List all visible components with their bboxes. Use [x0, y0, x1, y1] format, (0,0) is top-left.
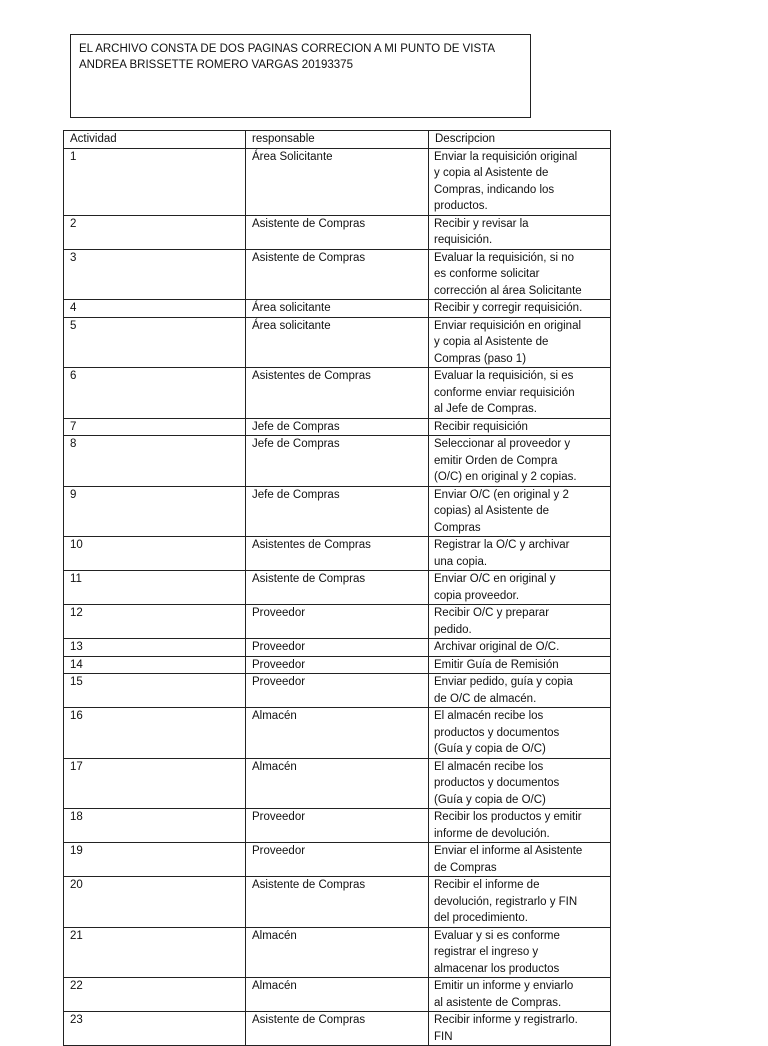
- description-cell: [429, 708, 611, 759]
- description-line: al asistente de Compras.: [434, 996, 562, 1009]
- table-row: [64, 571, 611, 605]
- table-row: [64, 537, 611, 571]
- responsible-cell: Jefe de Compras: [246, 486, 429, 537]
- table-row: [64, 978, 611, 1012]
- description-line: es conforme solicitar: [434, 268, 540, 280]
- description-line: al Jefe de Compras.: [434, 403, 537, 415]
- description-line: Recibir O/C y preparar: [434, 607, 550, 619]
- description-line: Registrar la O/C y archivar: [434, 539, 570, 551]
- activity-number-cell: 11: [64, 571, 246, 605]
- responsible-cell: Proveedor: [246, 639, 429, 657]
- activity-number-cell: 18: [64, 809, 246, 843]
- responsible-cell: Almacén: [246, 758, 429, 809]
- activity-number-cell: 16: [64, 708, 246, 759]
- description-line: (Guía y copia de O/C): [434, 793, 546, 806]
- activity-number-cell: 21: [64, 927, 246, 978]
- description-line: requisición.: [434, 234, 493, 246]
- description-line: Enviar el informe al Asistente: [434, 845, 583, 857]
- table-row: [64, 215, 611, 249]
- description-line: copia proveedor.: [434, 589, 520, 602]
- description-line: Archivar original de O/C.: [434, 641, 560, 653]
- column-header-actividad: Actividad: [64, 131, 246, 149]
- responsible-cell: Proveedor: [246, 674, 429, 708]
- description-line: productos y documentos: [434, 777, 560, 789]
- description-cell: [429, 656, 611, 674]
- description-line: Emitir un informe y enviarlo: [434, 980, 574, 992]
- description-line: y copia al Asistente de: [434, 167, 549, 179]
- description-line: corrección al área Solicitante: [434, 284, 582, 297]
- responsible-cell: Área solicitante: [246, 300, 429, 318]
- description-line: de O/C de almacén.: [434, 692, 537, 705]
- table-row: [64, 809, 611, 843]
- description-cell: [429, 1012, 611, 1046]
- description-line: devolución, registrarlo y FIN: [434, 895, 578, 908]
- responsible-cell: Asistente de Compras: [246, 215, 429, 249]
- header-note-line-2: ANDREA BRISSETTE ROMERO VARGAS 20193375: [79, 59, 353, 71]
- description-cell: [429, 368, 611, 419]
- responsible-cell: Proveedor: [246, 809, 429, 843]
- description-cell: [429, 843, 611, 877]
- header-note-box: [70, 34, 531, 118]
- description-cell: [429, 571, 611, 605]
- description-line: Seleccionar al proveedor y: [434, 438, 571, 450]
- table-row: [64, 843, 611, 877]
- responsible-cell: Área Solicitante: [246, 148, 429, 215]
- responsible-cell: Asistente de Compras: [246, 249, 429, 300]
- header-note-line-1: EL ARCHIVO CONSTA DE DOS PAGINAS CORRECION A MI PUNTO DE VISTA: [79, 43, 495, 55]
- column-header-descripcion: Descripcion: [429, 131, 611, 149]
- responsible-cell: Almacén: [246, 927, 429, 978]
- description-line: registrar el ingreso y: [434, 946, 539, 958]
- description-cell: [429, 317, 611, 368]
- activity-number-cell: 19: [64, 843, 246, 877]
- description-cell: [429, 436, 611, 487]
- description-cell: [429, 674, 611, 708]
- activity-number-cell: 1: [64, 148, 246, 215]
- description-line: Enviar la requisición original: [434, 150, 578, 163]
- description-line: Recibir informe y registrarlo.: [434, 1014, 578, 1026]
- table-row: [64, 368, 611, 419]
- table-row: [64, 758, 611, 809]
- responsible-cell: Almacén: [246, 708, 429, 759]
- activity-number-cell: 7: [64, 418, 246, 436]
- description-line: almacenar los productos: [434, 962, 560, 975]
- activity-number-cell: 8: [64, 436, 246, 487]
- description-line: El almacén recibe los: [434, 760, 544, 773]
- responsible-cell: Asistente de Compras: [246, 877, 429, 928]
- description-line: del procedimiento.: [434, 912, 528, 924]
- responsible-cell: Proveedor: [246, 843, 429, 877]
- responsible-cell: Asistentes de Compras: [246, 368, 429, 419]
- description-cell: [429, 758, 611, 809]
- description-line: Compras (paso 1): [434, 352, 527, 365]
- description-line: y copia al Asistente de: [434, 336, 549, 348]
- table-row: [64, 148, 611, 215]
- activity-number-cell: 5: [64, 317, 246, 368]
- description-line: conforme enviar requisición: [434, 386, 575, 399]
- responsible-cell: Área solicitante: [246, 317, 429, 368]
- table-row: [64, 486, 611, 537]
- description-line: Enviar pedido, guía y copia: [434, 676, 573, 688]
- activity-number-cell: 13: [64, 639, 246, 657]
- description-line: Evaluar la requisición, si es: [434, 370, 574, 382]
- description-line: Recibir y corregir requisición.: [434, 302, 583, 314]
- responsible-cell: Proveedor: [246, 605, 429, 639]
- description-line: Compras, indicando los: [434, 183, 555, 196]
- description-cell: [429, 300, 611, 318]
- activity-number-cell: 2: [64, 215, 246, 249]
- column-header-responsable: responsable: [246, 131, 429, 149]
- activity-number-cell: 20: [64, 877, 246, 928]
- table-row: [64, 418, 611, 436]
- description-line: (Guía y copia de O/C): [434, 743, 546, 755]
- description-cell: [429, 809, 611, 843]
- activity-number-cell: 9: [64, 486, 246, 537]
- table-row: [64, 877, 611, 928]
- table-row: [64, 927, 611, 978]
- description-line: informe de devolución.: [434, 827, 550, 840]
- responsible-cell: Asistente de Compras: [246, 571, 429, 605]
- table-row: [64, 656, 611, 674]
- description-cell: [429, 927, 611, 978]
- table-row: [64, 1012, 611, 1046]
- description-cell: [429, 537, 611, 571]
- description-line: Emitir Guía de Remisión: [434, 658, 559, 671]
- description-line: Recibir y revisar la: [434, 217, 529, 230]
- description-line: emitir Orden de Compra: [434, 454, 558, 467]
- description-line: Recibir el informe de: [434, 879, 540, 891]
- responsible-cell: Proveedor: [246, 656, 429, 674]
- description-line: productos.: [434, 200, 488, 212]
- description-line: Evaluar la requisición, si no: [434, 251, 574, 264]
- description-line: Enviar O/C (en original y 2: [434, 488, 569, 501]
- responsible-cell: Asistente de Compras: [246, 1012, 429, 1046]
- activity-number-cell: 15: [64, 674, 246, 708]
- description-cell: [429, 418, 611, 436]
- description-line: una copia.: [434, 555, 488, 568]
- description-line: Evaluar y si es conforme: [434, 929, 560, 942]
- description-line: Recibir los productos y emitir: [434, 811, 582, 823]
- description-cell: [429, 249, 611, 300]
- activity-number-cell: 12: [64, 605, 246, 639]
- description-cell: [429, 978, 611, 1012]
- responsible-cell: Jefe de Compras: [246, 418, 429, 436]
- table-row: [64, 249, 611, 300]
- activity-number-cell: 10: [64, 537, 246, 571]
- description-line: El almacén recibe los: [434, 710, 544, 722]
- description-line: Recibir requisición: [434, 420, 528, 433]
- activity-number-cell: 22: [64, 978, 246, 1012]
- description-cell: [429, 639, 611, 657]
- description-cell: [429, 148, 611, 215]
- activity-number-cell: 4: [64, 300, 246, 318]
- description-cell: [429, 215, 611, 249]
- activity-number-cell: 14: [64, 656, 246, 674]
- description-cell: [429, 605, 611, 639]
- table-header-row: [64, 131, 611, 149]
- activity-number-cell: 6: [64, 368, 246, 419]
- responsible-cell: Asistentes de Compras: [246, 537, 429, 571]
- table-row: [64, 317, 611, 368]
- description-line: copias) al Asistente de: [434, 505, 550, 517]
- description-line: productos y documentos: [434, 726, 560, 739]
- table-row: [64, 605, 611, 639]
- activity-number-cell: 17: [64, 758, 246, 809]
- table-row: [64, 639, 611, 657]
- description-cell: [429, 486, 611, 537]
- activity-number-cell: 23: [64, 1012, 246, 1046]
- table-row: [64, 674, 611, 708]
- responsible-cell: Almacén: [246, 978, 429, 1012]
- table-row: [64, 300, 611, 318]
- table-row: [64, 436, 611, 487]
- description-line: Compras: [434, 521, 481, 534]
- description-line: Enviar requisición en original: [434, 319, 582, 332]
- responsible-cell: Jefe de Compras: [246, 436, 429, 487]
- table-row: [64, 708, 611, 759]
- activity-number-cell: 3: [64, 249, 246, 300]
- activities-table: [63, 130, 611, 1046]
- description-line: pedido.: [434, 623, 472, 636]
- description-line: Enviar O/C en original y: [434, 573, 556, 585]
- description-line: FIN: [434, 1030, 453, 1043]
- description-line: (O/C) en original y 2 copias.: [434, 471, 577, 483]
- description-cell: [429, 877, 611, 928]
- table-body: [64, 148, 611, 1046]
- description-line: de Compras: [434, 861, 497, 874]
